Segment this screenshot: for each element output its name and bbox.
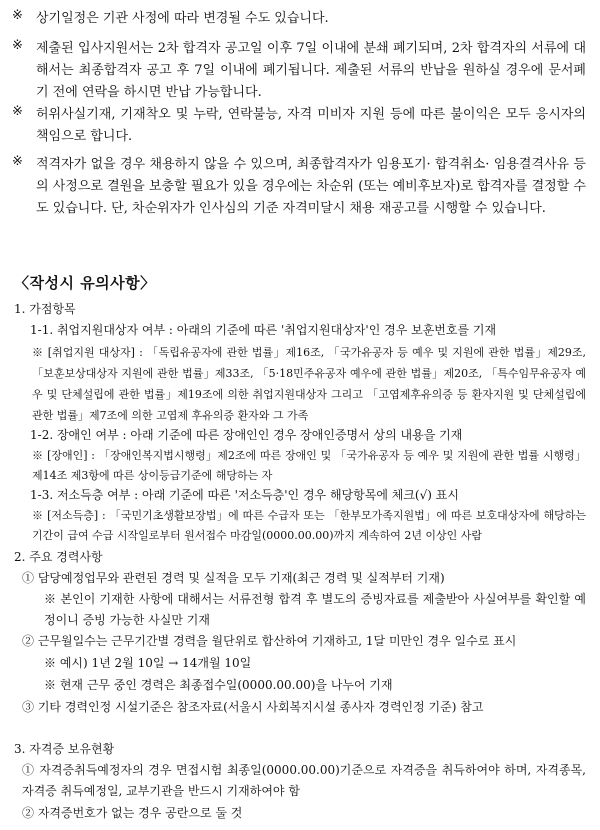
- item-disability-status: 1-2. 장애인 여부 : 아래 기준에 따른 장애인인 경우 장애인증명서 상의 내용을 기재: [30, 428, 463, 442]
- section-certificates: 3. 자격증 보유현황: [14, 742, 115, 756]
- note-disability: ※ [장애인] : 「장애인복지법시행령」제2조에 따른 장애인 및 「국가유공자 등 예우 및 지원에 관한 법률 시행령」제14조 제3항에 따른 상이등급기준에 해당하는 자: [32, 449, 586, 482]
- note-low-income: ※ [저소득층] : 「국민기초생활보장법」에 따른 수급자 또는 「한부모가족지원법」에 따른 보호대상자에 해당하는 기간이 급여 수급 시작일로부터 원서접수 마감일(0000.00.00)까지 계속하여 2년 이상인 사람: [32, 509, 586, 542]
- reference-mark: ※: [12, 38, 23, 53]
- reference-mark: ※: [12, 154, 23, 169]
- note-text: 적격자가 없을 경우 채용하지 않을 수 있으며, 최종합격자가 임용포기· 합격취소· 임용결격사유 등의 사정으로 결원을 보충할 필요가 있을 경우에는 차순위 (또는 예비후보자)로 합격자를 결정할 수도 있습니다. 단, 차순위자가 인사심의 기준 자격미달시 채용 재공고를 시행할 수 있습니다.: [36, 157, 586, 216]
- item-low-income-status: 1-3. 저소득층 여부 : 아래 기준에 따른 '저소득층'인 경우 해당항목에 체크(√) 표시: [30, 488, 459, 502]
- item-working-days: ② 근무월일수는 근무기간별 경력을 월단위로 합산하여 기재하고, 1달 미만인 경우 일수로 표시: [22, 634, 517, 648]
- reference-mark: ※: [12, 104, 23, 119]
- note-example: ※ 예시) 1년 2월 10일 → 14개월 10일: [44, 656, 252, 670]
- item-career-recognition-criteria: ③ 기타 경력인정 시설기준은 참조자료(서울시 사회복지시설 종사자 경력인정 기준) 참고: [22, 700, 484, 714]
- item-certificate-number-blank: ② 자격증번호가 없는 경우 공란으로 둘 것: [22, 806, 243, 820]
- instructions-heading: 〈작성시 유의사항〉: [14, 274, 156, 292]
- item-certificate-expected: ① 자격증취득예정자의 경우 면접시험 최종일(0000.00.00)기준으로 자격증을 취득하여야 하며, 자격종목, 자격증 취득예정일, 교부기관을 반드시 기재하여야 함: [22, 763, 586, 798]
- note-text: 허위사실기재, 기재착오 및 누락, 연락불능, 자격 미비자 지원 등에 따른 불이익은 모두 응시자의 책임으로 합니다.: [36, 107, 586, 144]
- section-career-history: 2. 주요 경력사항: [14, 550, 103, 564]
- note-text: 제출된 입사지원서는 2차 합격자 공고일 이후 7일 이내에 분쇄 폐기되며, 2차 합격자의 서류에 대해서는 최종합격자 공고 후 7일 이내에 폐기됩니다. 제출된 서류의 반납을 원하실 경우에 문서폐기 전에 연락을 하시면 반납 가능합니다.: [36, 41, 586, 100]
- reference-mark: ※: [12, 8, 23, 23]
- note-career-verification: ※ 본인이 기재한 사항에 대해서는 서류전형 합격 후 별도의 증빙자료를 제출받아 사실여부를 확인할 예정이니 증빙 가능한 사실만 기재: [44, 592, 586, 627]
- note-employment-support-target: ※ [취업지원 대상자] : 「독립유공자에 관한 법률」제16조, 「국가유공자 등 예우 및 지원에 관한 법률」제29조, 「보훈보상대상자 지원에 관한 법률」제33조, 「5·18민주유공자 예우에 관한 법률」제20조, 「특수임무유공자 예우 및 단체설립에 관한 법률」제19조에 의한 취업지원대상자 그리고 「고엽제후유의증 등 환자지원 및 단체설립에 관한 법률」제7조에 의한 고엽제 후유의증 환자와 그 가족: [32, 346, 586, 422]
- item-employment-support-target: 1-1. 취업지원대상자 여부 : 아래의 기준에 따른 '취업지원대상자'인 경우 보훈번호를 기재: [30, 323, 497, 337]
- note-current-employment: ※ 현재 근무 중인 경력은 최종접수일(0000.00.00)을 나누어 기재: [44, 678, 393, 692]
- note-text: 상기일정은 기관 사정에 따라 변경될 수도 있습니다.: [36, 11, 329, 26]
- item-career-related-work: ① 담당예정업무와 관련된 경력 및 실적을 모두 기재(최근 경력 및 실적부터 기재): [22, 571, 445, 585]
- section-bonus-points: 1. 가점항목: [14, 302, 76, 316]
